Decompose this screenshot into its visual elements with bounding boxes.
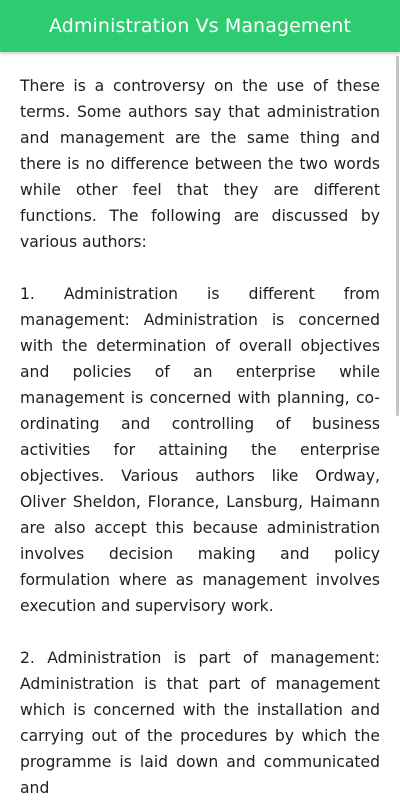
article-scroll-view[interactable] bbox=[0, 52, 400, 797]
article-paragraph-point-1: 1. Administration is different from management: Administration is concerned with the determination of overall objectives and policies of an enterprise while management is concerned with planning, co-ordinating and controlling of business activities for attaining the enterprise objectives. Various authors like Ordway, Oliver Sheldon, Florance, Lansburg, Haimann are also accept this because administration involves decision making and policy formulation where as management involves execution and supervisory work. bbox=[20, 285, 380, 615]
page-title: Administration Vs Management bbox=[49, 15, 351, 37]
scrollbar-thumb[interactable] bbox=[396, 56, 399, 416]
article-body bbox=[0, 52, 400, 801]
article-paragraph-intro: There is a controversy on the use of these terms. Some authors say that administration and management are the same thing and there is no difference between the two words while other feel that they are different functions. The following are discussed by various authors: bbox=[20, 77, 380, 251]
article-paragraph-point-2: 2. Administration is part of management: Administration is that part of management which is concerned with the installation and carrying out of the procedures by which the programme is laid down and communicated and bbox=[20, 649, 380, 797]
app-bar bbox=[0, 0, 400, 52]
